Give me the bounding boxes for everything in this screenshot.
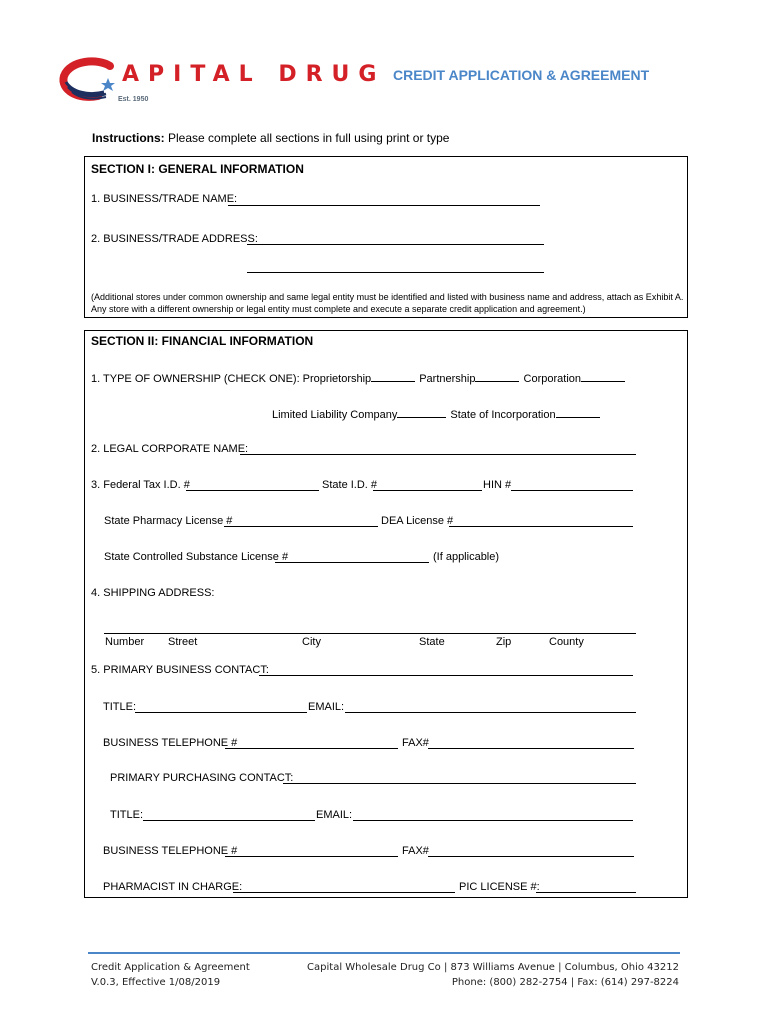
hin-label: HIN # [483,479,512,491]
capital-drug-logo [58,56,124,104]
primary-contact-label: 5. PRIMARY BUSINESS CONTACT: [91,664,269,676]
hin-field[interactable] [511,490,633,491]
ownership-label: 1. TYPE OF OWNERSHIP (CHECK ONE): Proprietorship [91,373,372,385]
business-name-field[interactable] [228,205,540,206]
fax-label-1: FAX# [402,737,429,749]
partnership-check[interactable] [475,371,519,382]
state-incorporation-field[interactable] [556,407,600,418]
purchasing-contact-label: PRIMARY PURCHASING CONTACT: [110,772,294,784]
section2-title: SECTION II: FINANCIAL INFORMATION [91,334,314,348]
state-id-label: State I.D. # [322,479,378,491]
shipping-address-label: 4. SHIPPING ADDRESS: [91,587,215,599]
business-address-label: 2. BUSINESS/TRADE ADDRESS: [91,233,258,245]
title-label-1: TITLE: [103,701,137,713]
business-address-field-2[interactable] [247,272,544,273]
page-title: CREDIT APPLICATION & AGREEMENT [393,67,650,83]
dea-label: DEA License # [381,515,454,527]
state-incorporation-label: State of Incorporation [450,409,556,421]
llc-check[interactable] [397,407,446,418]
partnership-label: Partnership [419,373,476,385]
footer-rule [88,952,680,954]
email-label-1: EMAIL: [308,701,345,713]
footer-version: V.0.3, Effective 1/08/2019 [91,977,221,988]
controlled-substance-label: State Controlled Substance License # [104,551,289,563]
corporation-check[interactable] [581,371,625,382]
star-icon [101,78,115,91]
title-label-2: TITLE: [110,809,144,821]
business-name-label: 1. BUSINESS/TRADE NAME: [91,193,238,205]
pic-license-field[interactable] [536,892,636,893]
note-line-2: Any store with a different ownership or legal entity must complete and execute a separate credit application and agreement.) [91,304,586,314]
addr-col-city: City [302,636,321,648]
pharmacist-field[interactable] [233,892,455,893]
business-address-field-1[interactable] [247,244,544,245]
fed-tax-field[interactable] [186,490,319,491]
footer-address: Capital Wholesale Drug Co | 873 Williams Avenue | Columbus, Ohio 43212 [307,962,679,973]
business-phone-field-2[interactable] [225,856,398,857]
footer-right [307,960,679,990]
dea-field[interactable] [449,526,633,527]
title-field-2[interactable] [143,820,315,821]
title-field-1[interactable] [135,712,307,713]
proprietorship-check[interactable] [371,371,415,382]
ownership-row [91,371,625,385]
primary-contact-field[interactable] [259,675,633,676]
established-text: Est. 1950 [118,96,149,103]
state-id-field[interactable] [373,490,482,491]
email-field-2[interactable] [353,820,633,821]
email-label-2: EMAIL: [316,809,353,821]
email-field-1[interactable] [345,712,636,713]
footer-doc-name: Credit Application & Agreement [91,962,250,973]
footer-left [91,960,250,990]
pic-license-label: PIC LICENSE #: [459,881,540,893]
pharmacist-label: PHARMACIST IN CHARGE: [103,881,243,893]
addr-col-county: County [549,636,584,648]
addr-col-zip: Zip [496,636,512,648]
footer-phone-fax: Phone: (800) 282-2754 | Fax: (614) 297-8224 [451,977,679,988]
brand-name: APITAL DRUG [122,62,386,87]
business-phone-field-1[interactable] [225,748,398,749]
legal-name-field[interactable] [240,454,636,455]
business-phone-label-1: BUSINESS TELEPHONE # [103,737,238,749]
fed-tax-label: 3. Federal Tax I.D. # [91,479,190,491]
addr-col-state: State [419,636,445,648]
if-applicable-text: (If applicable) [433,551,500,563]
shipping-address-field[interactable] [104,633,636,634]
fax-field-2[interactable] [428,856,634,857]
legal-name-label: 2. LEGAL CORPORATE NAME: [91,443,249,455]
instructions: Instructions: Please complete all sections in full using print or type [92,131,450,145]
fax-label-2: FAX# [402,845,429,857]
addr-col-number: Number [105,636,145,648]
llc-label: Limited Liability Company [272,409,398,421]
pharmacy-license-label: State Pharmacy License # [104,515,233,527]
purchasing-contact-field[interactable] [283,783,636,784]
section1-title: SECTION I: GENERAL INFORMATION [91,162,304,176]
fax-field-1[interactable] [428,748,634,749]
business-phone-label-2: BUSINESS TELEPHONE # [103,845,238,857]
llc-row [272,407,600,421]
addr-col-street: Street [168,636,198,648]
note-line-1: (Additional stores under common ownership and same legal entity must be identified and listed with business name and address, attach as Exhibit A. [91,292,684,302]
controlled-substance-field[interactable] [275,562,429,563]
pharmacy-license-field[interactable] [224,526,378,527]
corporation-label: Corporation [523,373,582,385]
